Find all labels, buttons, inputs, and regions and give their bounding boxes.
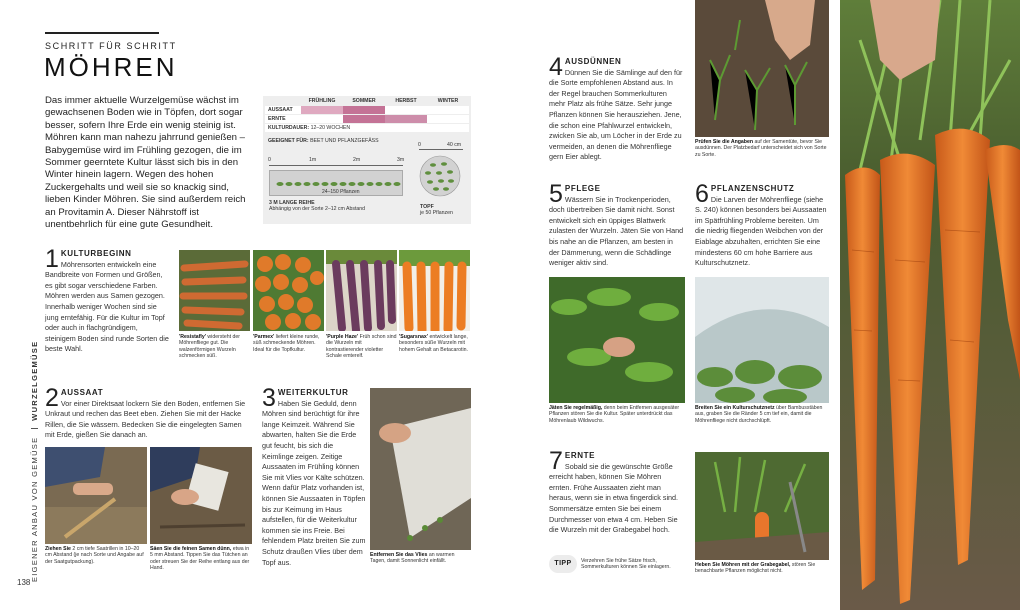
harvest-bar-autumn	[385, 115, 427, 123]
season-winter-label: WINTER	[437, 98, 459, 104]
photo-fleece	[370, 388, 471, 550]
step-4-title: AUSDÜNNEN	[564, 57, 622, 66]
photo-netting	[695, 277, 829, 403]
caption-fleece-text: an warmen Tagen, damit Sonnenlicht einfällt.	[370, 552, 455, 565]
step-7	[549, 447, 685, 536]
tip-text: Verzehren Sie frühe Sätze frisch, Sommerkulturen können Sie einlagern.	[581, 557, 671, 570]
chapter-sidebar	[30, 341, 39, 582]
variety-2-name: 'Parmex'	[253, 334, 275, 340]
photo-sugarsnax	[399, 250, 470, 331]
bed-caption-text: Abhängig von der Sorte 2–12 cm Abstand	[269, 206, 366, 212]
crop-info-box	[263, 96, 471, 224]
header-rule	[45, 32, 159, 34]
photo-purple-haze	[326, 250, 397, 331]
bed-diagram	[269, 170, 403, 196]
page-title: MÖHREN	[44, 52, 178, 82]
caption-thin-text: auf der Samentüte, bevor Sie ausdünnen. Der Platzbedarf unterscheidet sich von Sorte zu Sorte.	[695, 139, 827, 158]
season-autumn-label: HERBST	[395, 98, 417, 104]
chapter-label: EIGENER ANBAU VON GEMÜSE	[30, 436, 39, 582]
step-3	[262, 384, 366, 568]
step-4-text: Dünnen Sie die Sämlinge auf den für die Sorte empfohlenen Abstand aus. In der Regel brauchen Sommerkulturen mehr Platz als frühe Sätze. Sehr junge Pflanzen können Sie herausziehen. Jene, die schon eine Pfahlwurzel entwickeln, zwicken Sie ab, um Löcher in der Erde zu vermeiden, an denen die Möhrenfliege gern Eier ablegt.	[549, 67, 683, 162]
pot-scale-0: 0	[418, 142, 421, 148]
photo-harvest	[695, 452, 829, 560]
step-2-number: 2	[45, 384, 59, 412]
step-1-title: KULTURBEGINN	[60, 249, 132, 258]
pot-scale-40: 40 cm	[447, 142, 462, 148]
step-3-number: 3	[262, 384, 276, 412]
hero-carrot-photo	[840, 0, 1020, 610]
variety-4-text: entwickelt lange, besonders süße Wurzeln mit hohem Gehalt an Betacarotin.	[399, 334, 468, 353]
row-sowing-label: AUSSAAT	[268, 107, 293, 113]
step-2-title: AUSSAAT	[60, 388, 104, 397]
caption-sow1-text: 2 cm tiefe Saatrillen in 10–20 cm Abstand (je nach Sorte und Angabe auf der Saatgutpackung).	[45, 546, 144, 565]
variety-3-name: 'Purple Haze'	[326, 334, 359, 340]
harvest-bar-summer	[343, 115, 385, 123]
variety-2-text: liefert kleine runde, süß schmeckende Möhren. Ideal für die Topfkultur.	[253, 334, 320, 353]
step-1-number: 1	[45, 245, 59, 273]
photo-thinning	[695, 0, 829, 137]
step-6-title: PFLANZENSCHUTZ	[710, 184, 795, 193]
step-6	[695, 180, 829, 269]
bed-scale	[269, 158, 403, 166]
caption-net-text: über Bambusstäben aus, graben Sie die Ränder 5 cm tief ein, damit die Möhrenfliege nicht durchschlüpft.	[695, 405, 823, 424]
caption-fleece-bold: Entfernen Sie das Vlies	[370, 552, 428, 558]
photo-seed-packet	[150, 447, 252, 544]
step-5	[549, 180, 685, 269]
tip-box	[549, 553, 685, 575]
step-2	[45, 384, 250, 441]
caption-net-bold: Breiten Sie ein Kulturschutznetz	[695, 405, 775, 411]
caption-harvest-text: stören Sie benachbarte Pflanzen möglichst nicht.	[695, 562, 816, 575]
scale-1m: 1m	[309, 157, 317, 163]
step-4	[549, 53, 685, 163]
step-5-title: PFLEGE	[564, 184, 601, 193]
caption-weed-text: denn beim Entfernen ausgesäter Pflanzen stören Sie die Kultur. Später unterdrückt das Möhrenlaub Wildwuchs.	[549, 405, 680, 424]
variety-1-name: 'Resistafly'	[179, 334, 206, 340]
photo-resistafly	[179, 250, 250, 331]
step-4-number: 4	[549, 53, 563, 81]
sowing-bar-spring	[301, 106, 343, 114]
pot-caption-text: je 50 Pflanzen	[420, 210, 453, 216]
bed-plant-count: 24–150 Pflanzen	[322, 189, 360, 195]
caption-thin-bold: Prüfen Sie die Angaben	[695, 139, 754, 145]
chapter-section: WURZELGEMÜSE	[30, 340, 39, 421]
pot-caption-title: TOPF	[420, 204, 434, 210]
step-6-number: 6	[695, 180, 709, 208]
caption-harvest-bold: Heben Sie Möhren mit der Grabegabel,	[695, 562, 791, 568]
photo-drill	[45, 447, 147, 544]
step-3-title: WEITERKULTUR	[277, 388, 349, 397]
season-summer-label: SOMMER	[352, 98, 376, 104]
caption-sow2-bold: Säen Sie die feinen Samen dünn,	[150, 546, 232, 552]
step-7-title: ERNTE	[564, 451, 596, 460]
tip-badge: TIPP	[549, 555, 577, 573]
bed-caption-title: 3 M LANGE REIHE	[269, 200, 315, 206]
step-7-text: Sobald sie die gewünschte Größe erreicht haben, können Sie Möhren ernten. Frühe Aussaaten zieht man heraus, wenn sie in etwa fingerdick sind. Sommersätze ernten Sie bei einem Durchmesser von etwa 4 cm. Heben Sie die Wurzeln mit der Grabegabel hoch.	[549, 461, 679, 535]
caption-sow1-bold: Ziehen Sie	[45, 546, 71, 552]
caption-weed-bold: Jäten Sie regelmäßig,	[549, 405, 603, 411]
duration-value: 12–20 WOCHEN	[310, 125, 351, 131]
suitable-label: GEEIGNET FÜR:	[268, 138, 309, 144]
season-spring-label: FRÜHLING	[308, 98, 336, 104]
sowing-bar-summer	[343, 106, 385, 114]
step-2-text: Vor einer Direktsaat lockern Sie den Boden, entfernen Sie Unkraut und rechen das Beet eben. Ziehen Sie mit der Hacke Rillen, die Sie wässern. Bedecken Sie die eingelegten Samen mit Erde, gießen Sie danach an.	[45, 398, 246, 440]
duration-label: KULTURDAUER:	[268, 125, 310, 131]
photo-parmex	[253, 250, 324, 331]
variety-4-name: 'Sugarsnax'	[399, 334, 428, 340]
variety-3-text: Früh schon sind die Wurzeln mit kontrastierender violetter Schale emterelf.	[326, 334, 397, 360]
pot-diagram	[418, 154, 462, 198]
photo-weeding	[549, 277, 685, 403]
step-5-number: 5	[549, 180, 563, 208]
step-1	[45, 245, 169, 355]
step-3-text: Haben Sie Geduld, denn Möhren sind berüchtigt für ihre lange Keimzeit. Während Sie abwarten, halten Sie die Erde gut feucht, bis sich die Keimlinge zeigen. Zeitige Aussaaten im Frühling können Sie mit Vlies vor Kälte schützen. Wenn dafür Platz vorhanden ist, können Sie Aussaaten in Töpfen bis zur Keimung im Haus aufstellen, für die Weiterkultur kommen sie ins Freie. Bei fehlendem Platz breiten Sie zum Schutz draußen Vlies über dem Topf aus.	[262, 398, 366, 567]
variety-1-text: widersteht der Möhrenfliege gut. Die walzenförmigen Wurzeln schmecken süß.	[179, 334, 241, 360]
step-5-text: Wässern Sie in Trockenperioden, doch übertreiben Sie damit nicht. Sonst entwickelt sich ein üppiges Blattwerk zulasten der Wurzeln. Jäten Sie von Hand bis nahe an die Pflanzen, am besten in der Dämmerung, wenn die Schädlinge weniger aktiv sind.	[549, 194, 684, 268]
section-kicker: SCHRITT FÜR SCHRITT	[45, 41, 177, 51]
intro-text: Das immer aktuelle Wurzelgemüse wächst im gewachsenen Boden wie in Töpfen, dort sogar besser, sofern Ihre Erde ein wenig steinig ist. Möhren kann man nahezu jahrrund genießen – Babygemüse wird im Frühling gezogen, die im Sommer geerntete Kultur lässt sich bis in den Winter hinein lagern. Wegen des hohen Zuckergehalts und weil sie so knackig sind, lieben Kinder Möhren. Sie sind außerdem reich an Provitamin A. Dieser Nährstoff ist unentbehrlich für eine gute Gesundheit.	[45, 95, 246, 231]
step-7-number: 7	[549, 447, 563, 475]
pot-scale	[419, 142, 463, 150]
scale-0: 0	[268, 157, 271, 163]
row-harvest-label: ERNTE	[268, 116, 286, 122]
caption-sow2-text: etwa in 5 mm Abstand. Tippen Sie das Tütchen an oder streuen Sie der Reihe entlang aus der Hand.	[150, 546, 250, 572]
scale-2m: 2m	[353, 157, 361, 163]
step-1-text: Möhrensorten entwickeln eine Bandbreite von Formen und Größen, es gibt sogar verschiedene Farben. Möhren werden aus Samen gezogen. Innerhalb weniger Wochen sind sie jung erntefähig. Für die Kultur im Topf oder auch in flachgründigem, steinigem Boden sind runde Sorten die beste Wahl.	[45, 259, 169, 354]
step-6-text: Die Larven der Möhrenfliege (siehe S. 240) können besonders bei Aussaaten im Spätfrühling Probleme bereiten. Um die niedrig fliegenden Weibchen von der Eiablage abzuhalten, errichten Sie eine mindestens 60 cm hohe Barriere aus Kulturschutznetz.	[695, 194, 827, 268]
suitable-value: BEET UND PFLANZGEFÄSS	[310, 138, 379, 144]
scale-3m: 3m	[397, 157, 405, 163]
page-number: 138	[17, 578, 31, 587]
